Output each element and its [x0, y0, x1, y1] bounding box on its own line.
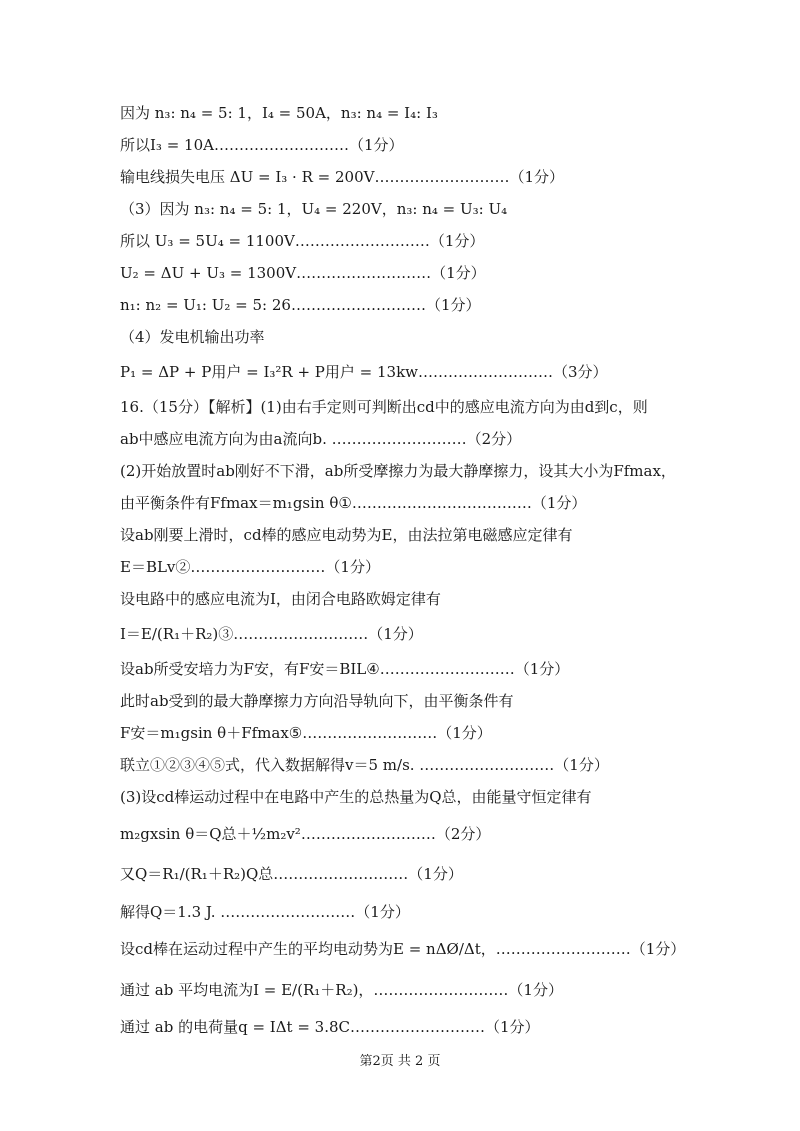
text-line-23: m₂gxsin θ＝Q总＋½m₂v²………………………（2分）	[120, 825, 491, 843]
text-line-16: 设电路中的感应电流为I，由闭合电路欧姆定律有	[120, 590, 441, 608]
text-line-11: ab中感应电流方向为由a流向b. ………………………（2分）	[120, 430, 522, 448]
text-line-6: U₂ = ΔU + U₃ = 1300V………………………（1分）	[120, 264, 486, 282]
text-line-3: 输电线损失电压 ΔU = I₃ · R = 200V………………………（1分）	[120, 168, 564, 186]
text-line-22: (3)设cd棒运动过程中在电路中产生的总热量为Q总，由能量守恒定律有	[120, 788, 592, 806]
text-line-10: 16.（15分）【解析】(1)由右手定则可判断出cd中的感应电流方向为由d到c，则	[120, 398, 648, 416]
text-line-7: n₁: n₂ = U₁: U₂ = 5: 26………………………（1分）	[120, 296, 481, 314]
text-line-18: 设ab所受安培力为F安，有F安＝BIL④………………………（1分）	[120, 660, 570, 678]
text-line-28: 通过 ab 的电荷量q = IΔt = 3.8C………………………（1分）	[120, 1018, 540, 1036]
page-footer: 第2页 共 2 页	[359, 1054, 441, 1069]
text-line-12: (2)开始放置时ab刚好不下滑，ab所受摩擦力为最大静摩擦力，设其大小为Ffmax，	[120, 462, 676, 480]
text-line-27: 通过 ab 平均电流为I = E/(R₁＋R₂)，………………………（1分）	[120, 981, 563, 999]
text-line-4: （3）因为 n₃: n₄ = 5: 1，U₄ = 220V，n₃: n₄ = U₃: U₄	[120, 200, 508, 218]
text-line-2: 所以I₃ = 10A………………………（1分）	[120, 136, 404, 154]
text-line-9: P₁ = ΔP + P用户 = I₃²R + P用户 = 13kw………………………（3分）	[120, 363, 608, 381]
text-line-17: I＝E/(R₁＋R₂)③………………………（1分）	[120, 625, 423, 643]
text-line-19: 此时ab受到的最大静摩擦力方向沿导轨向下，由平衡条件有	[120, 692, 514, 710]
text-line-25: 解得Q＝1.3 J. ………………………（1分）	[120, 903, 410, 921]
text-line-21: 联立①②③④⑤式，代入数据解得v＝5 m/s. ………………………（1分）	[120, 756, 609, 774]
text-line-1: 因为 n₃: n₄ = 5: 1，I₄ = 50A，n₃: n₄ = I₄: I₃	[120, 104, 438, 122]
text-line-14: 设ab刚要上滑时，cd棒的感应电动势为E，由法拉第电磁感应定律有	[120, 526, 573, 544]
text-line-8: （4）发电机输出功率	[120, 328, 265, 346]
text-line-24: 又Q＝R₁/(R₁＋R₂)Q总………………………（1分）	[120, 865, 463, 883]
text-line-5: 所以 U₃ = 5U₄ = 1100V………………………（1分）	[120, 232, 485, 250]
text-line-20: F安＝m₁gsin θ＋Ffmax⑤………………………（1分）	[120, 724, 492, 742]
text-line-26: 设cd棒在运动过程中产生的平均电动势为E = nΔØ/Δt，………………………（1分）	[120, 940, 686, 958]
text-line-15: E＝BLv②………………………（1分）	[120, 558, 380, 576]
text-line-13: 由平衡条件有Ffmax＝m₁gsin θ①………………………………（1分）	[120, 494, 587, 512]
